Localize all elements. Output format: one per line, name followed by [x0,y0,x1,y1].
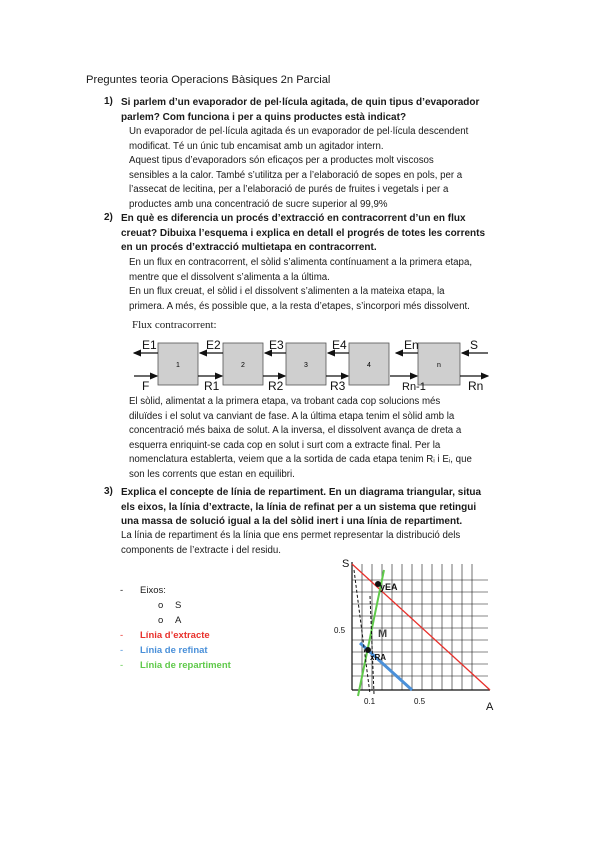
answer-line: diluïdes i el solut va canviant de fase. A la última etapa tenim el sòlid amb la [129,410,455,422]
triangular-diagram [330,556,502,716]
question-line: En què es diferencia un procés d’extracció en contracorrent d’un en flux [121,213,466,224]
question-2-text [121,212,485,256]
question-line: els eixos, la línia d’extracte, la línia de refinat per a un sistema que retingui [121,501,477,513]
point-yea-label: yEA [380,582,398,592]
stage-label: 4 [367,362,371,369]
legend-list [118,584,318,674]
tick-y-label: 0.5 [334,626,346,635]
answer-line: Aquest tipus d’evaporadors són eficaços per a productes molt viscosos [129,155,434,167]
answer-line: primera. A més, és possible que, a la resta d’etapes, s’incorpori més dissolvent. [129,300,470,312]
question-line: una massa de solució igual a la del sòlid inert i una línia de repartiment. [121,516,463,528]
stream-label: R3 [330,379,346,393]
point-xra-label: xRA [370,653,387,662]
question-3-number: 3) [104,486,113,497]
answer-line: La línia de repartiment és la línia que ens permet representar la distribució dels [121,530,461,541]
answer-1 [129,125,468,213]
sub-bullet: o [158,600,164,611]
answer-line: concentració més baixa de solut. A la inversa, el dissolvent avança de dreta a [129,425,462,437]
answer-line: En un flux en contracorrent, el sòlid s’alimenta contínuament a la primera etapa, [129,257,473,268]
answer-line: En un flux creuat, el sòlid i el dissolvent s’alimenten a la mateixa etapa, la [129,286,445,298]
axis-s: S [175,600,182,611]
axis-s-label: S [342,558,350,570]
tick-x2-label: 0.5 [414,697,426,706]
stream-label: S [470,338,479,352]
stage-label: n [437,362,441,369]
question-1-text [121,96,479,125]
answer-line: Un evaporador de pel·lícula agitada és un evaporador de pel·lícula descendent [129,126,469,137]
axis-a: A [175,615,182,626]
axis-a-label: A [486,701,494,713]
answer-line: components de l’extracte i del residu. [121,544,281,556]
diagram-title: Flux contracorrent: [132,319,217,331]
answer-line: El sòlid, alimentat a la primera etapa, va trobant cada cop solucions més [129,396,441,407]
list-bullet: - [120,585,124,596]
stream-label: E4 [332,338,347,352]
question-line: parlem? Com funciona i per a quins productes està indicat? [121,111,407,123]
tick-x1-label: 0.1 [364,697,376,706]
countercurrent-diagram [128,315,498,393]
stream-label: Rn-1 [402,381,426,393]
extract-line-label: Línia d’extracte [140,630,210,641]
question-line: en un procés d’extracció multietapa en contracorrent. [121,242,377,254]
stage-label: 1 [176,362,180,369]
question-2-number: 2) [104,212,113,223]
sub-bullet: o [158,615,164,626]
stream-label: E3 [269,338,284,352]
question-line: Explica el concepte de línia de repartiment. En un diagrama triangular, situa [121,487,482,498]
answer-line: son les corrents que estan en equilibri. [129,468,295,480]
point-m-label: M [378,628,388,640]
question-3-text [121,486,481,530]
tie-line-label: Línia de repartiment [140,660,231,671]
answer-3 [121,529,460,558]
stream-label: R1 [204,379,220,393]
stream-label: F [142,379,150,393]
answer-line: productes amb una concentració de sucre superior al 99,9% [129,198,388,210]
stream-label: R2 [268,379,284,393]
stream-label: E1 [142,338,157,352]
list-bullet: - [120,630,124,641]
question-line: creuat? Dibuixa l’esquema i explica en detall el progrés de totes les corrents [121,227,486,239]
answer-line: modificat. Té un únic tub encamisat amb un agitador intern. [129,140,384,152]
answer-line: mentre que el dissolvent s’alimenta a la última. [129,271,330,283]
answer-line: sensibles a la calor. També s’utilitza per a l’elaboració de sopes en pols, per a [129,169,463,181]
answer-2-continued [129,395,472,483]
stream-label: Rn [468,379,484,393]
answer-line: l’assecat de lecitina, per a l’elaboració de purés de fruites i vegetals i per a [129,184,449,196]
answer-2 [129,256,472,314]
question-line: Si parlem d’un evaporador de pel·lícula agitada, de quin tipus d’evaporador [121,97,480,108]
page-title: Preguntes teoria Operacions Bàsiques 2n Parcial [86,74,331,86]
question-1-number: 1) [104,96,113,107]
answer-line: esquerra enriquint-se cada cop en solut i surt com a extracte final. Per la [129,439,441,451]
list-bullet: - [120,660,124,671]
list-bullet: - [120,645,124,656]
stream-label: E2 [206,338,221,352]
raffinate-line-label: Línia de refinat [140,645,208,656]
stream-label: En [404,338,419,352]
axes-label: Eixos: [140,585,166,596]
answer-line: nomenclatura establerta, veiem que a la sortida de cada etapa tenim Rᵢ i Eᵢ, que [129,454,472,466]
stage-label: 2 [241,362,245,369]
stage-label: 3 [304,362,308,369]
